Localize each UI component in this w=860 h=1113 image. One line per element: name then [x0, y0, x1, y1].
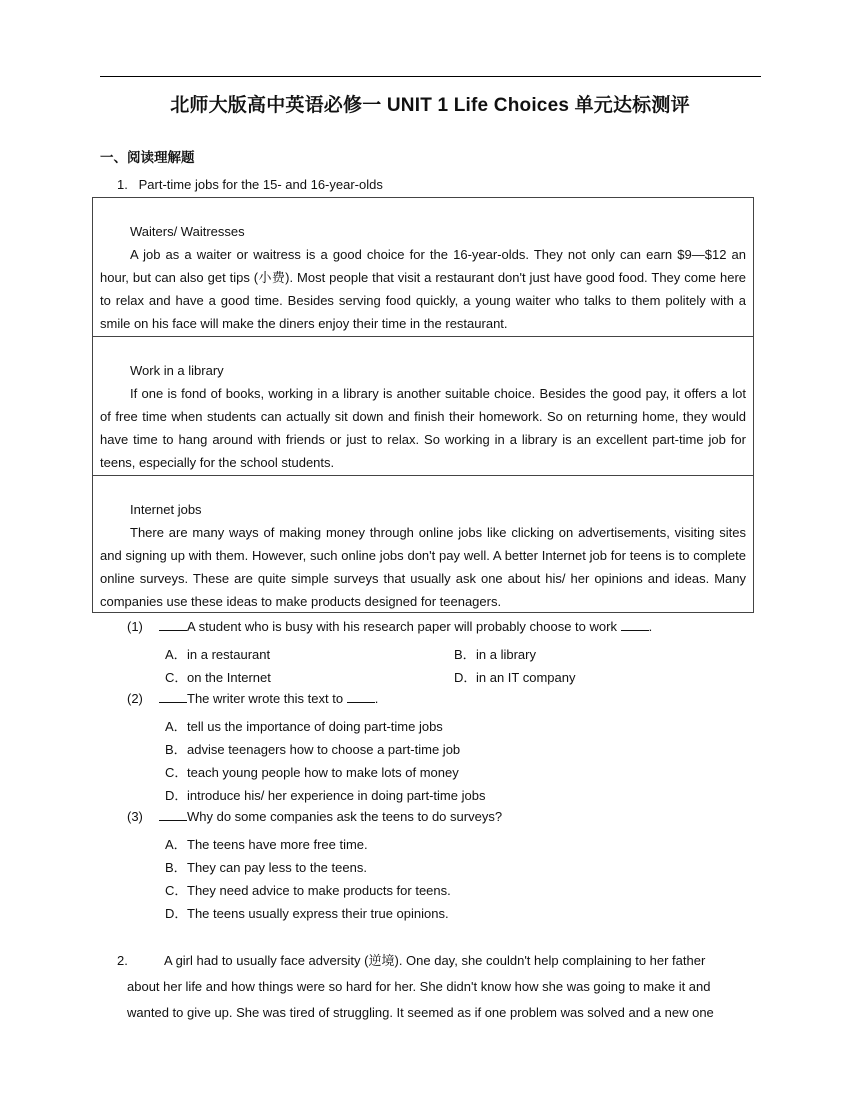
subquestion-tail: .	[648, 619, 653, 634]
passage-body: There are many ways of making money through online jobs like clicking on advertisements, visiting sites and signing up with them. However, such online jobs don't pay well. A better Internet job for teens is to complete online surveys. These are quite simple surveys that usually ask one about his/ her opinions and ideas. Many companies use these ideas to make products designed for teenagers.	[100, 525, 746, 609]
option-letter: D．	[165, 906, 188, 921]
passage-heading: Waiters/ Waitresses	[130, 224, 245, 239]
option-text: The teens have more free time.	[187, 837, 368, 852]
answer-blank[interactable]	[159, 809, 187, 821]
question-2-passage	[117, 948, 762, 1026]
option-letter: C．	[165, 765, 188, 780]
option-text: The teens usually express their true opinions.	[187, 906, 449, 921]
passage-cell-library	[93, 337, 753, 476]
passage-line: about her life and how things were so hard for her. She didn't know how she was going to make it and	[127, 979, 711, 994]
subquestion-1	[127, 619, 652, 634]
option-text: in an IT company	[476, 670, 576, 685]
subquestion-text: A student who is busy with his research paper will probably choose to work	[187, 619, 617, 634]
subquestion-number: (3)	[127, 809, 143, 824]
fill-blank	[347, 691, 375, 703]
section-heading: 一、阅读理解题	[100, 150, 195, 165]
option-letter: B．	[165, 860, 187, 875]
page-title: 北师大版高中英语必修一 UNIT 1 Life Choices 单元达标测评	[170, 95, 690, 116]
subquestion-2	[127, 691, 378, 706]
option-a[interactable]	[165, 716, 443, 735]
passage-body: A job as a waiter or waitress is a good choice for the 16-year-olds. They not only can earn $9—$12 an hour, but can also get tips (小费). Most people that visit a restaurant don't just have good food. They come here to relax and have a good time. Besides serving food quickly, a young waiter who talks to them politely with a smile on his face will make the diners enjoy their time in the restaurant.	[100, 247, 746, 331]
option-b[interactable]	[454, 644, 536, 663]
answer-blank[interactable]	[159, 619, 187, 631]
passage-body: If one is fond of books, working in a library is another suitable choice. Besides the good pay, it offers a lot of free time when students can actually sit down and finish their homework. So on returning home, they would have time to hang around with friends or just to relax. So working in a library is an excellent part-time job for teens, especially for the school students.	[100, 386, 746, 470]
option-c[interactable]	[165, 880, 451, 899]
passage-cell-internet	[93, 476, 753, 612]
option-letter: B．	[454, 647, 476, 662]
option-text: tell us the importance of doing part-time jobs	[187, 719, 443, 734]
option-text: teach young people how to make lots of money	[187, 765, 459, 780]
option-letter: A．	[165, 719, 187, 734]
option-text: They can pay less to the teens.	[187, 860, 367, 875]
question-number: 2.	[117, 953, 128, 968]
subquestion-number: (1)	[127, 619, 143, 634]
subquestion-text: Why do some companies ask the teens to do surveys?	[187, 809, 503, 824]
fill-blank	[621, 619, 649, 631]
question-number: 1.	[117, 177, 128, 192]
question-1-prompt	[117, 177, 383, 192]
option-letter: A．	[165, 837, 187, 852]
option-text: on the Internet	[187, 670, 271, 685]
option-text: They need advice to make products for teens.	[187, 883, 451, 898]
option-text: in a restaurant	[187, 647, 271, 662]
passage-cell-waiters	[93, 198, 753, 337]
answer-blank[interactable]	[159, 691, 187, 703]
option-a[interactable]	[165, 834, 368, 853]
header-rule	[100, 76, 761, 77]
option-b[interactable]	[165, 857, 367, 876]
passage-heading: Internet jobs	[130, 502, 202, 517]
option-c[interactable]	[165, 667, 271, 686]
option-d[interactable]	[165, 785, 485, 804]
passage-table	[92, 197, 754, 613]
subquestion-tail: .	[374, 691, 379, 706]
subquestion-text: The writer wrote this text to	[187, 691, 344, 706]
option-a[interactable]	[165, 644, 270, 663]
option-text: introduce his/ her experience in doing part-time jobs	[187, 788, 486, 803]
question-prompt-text: Part-time jobs for the 15- and 16-year-olds	[138, 177, 383, 192]
option-b[interactable]	[165, 739, 460, 758]
passage-line	[117, 948, 762, 974]
option-text: advise teenagers how to choose a part-time job	[187, 742, 461, 757]
option-letter: C．	[165, 883, 188, 898]
option-d[interactable]	[454, 667, 575, 686]
option-letter: A．	[165, 647, 187, 662]
option-letter: D．	[454, 670, 477, 685]
option-letter: B．	[165, 742, 187, 757]
subquestion-number: (2)	[127, 691, 143, 706]
option-text: in a library	[476, 647, 536, 662]
option-letter: C．	[165, 670, 188, 685]
passage-heading: Work in a library	[130, 363, 224, 378]
option-c[interactable]	[165, 762, 459, 781]
passage-line: wanted to give up. She was tired of struggling. It seemed as if one problem was solved and a new one	[127, 1005, 714, 1020]
passage-text: A girl had to usually face adversity (逆境). One day, she couldn't help complaining to her father	[164, 953, 706, 968]
subquestion-3	[127, 809, 502, 824]
option-letter: D．	[165, 788, 188, 803]
option-d[interactable]	[165, 903, 449, 922]
